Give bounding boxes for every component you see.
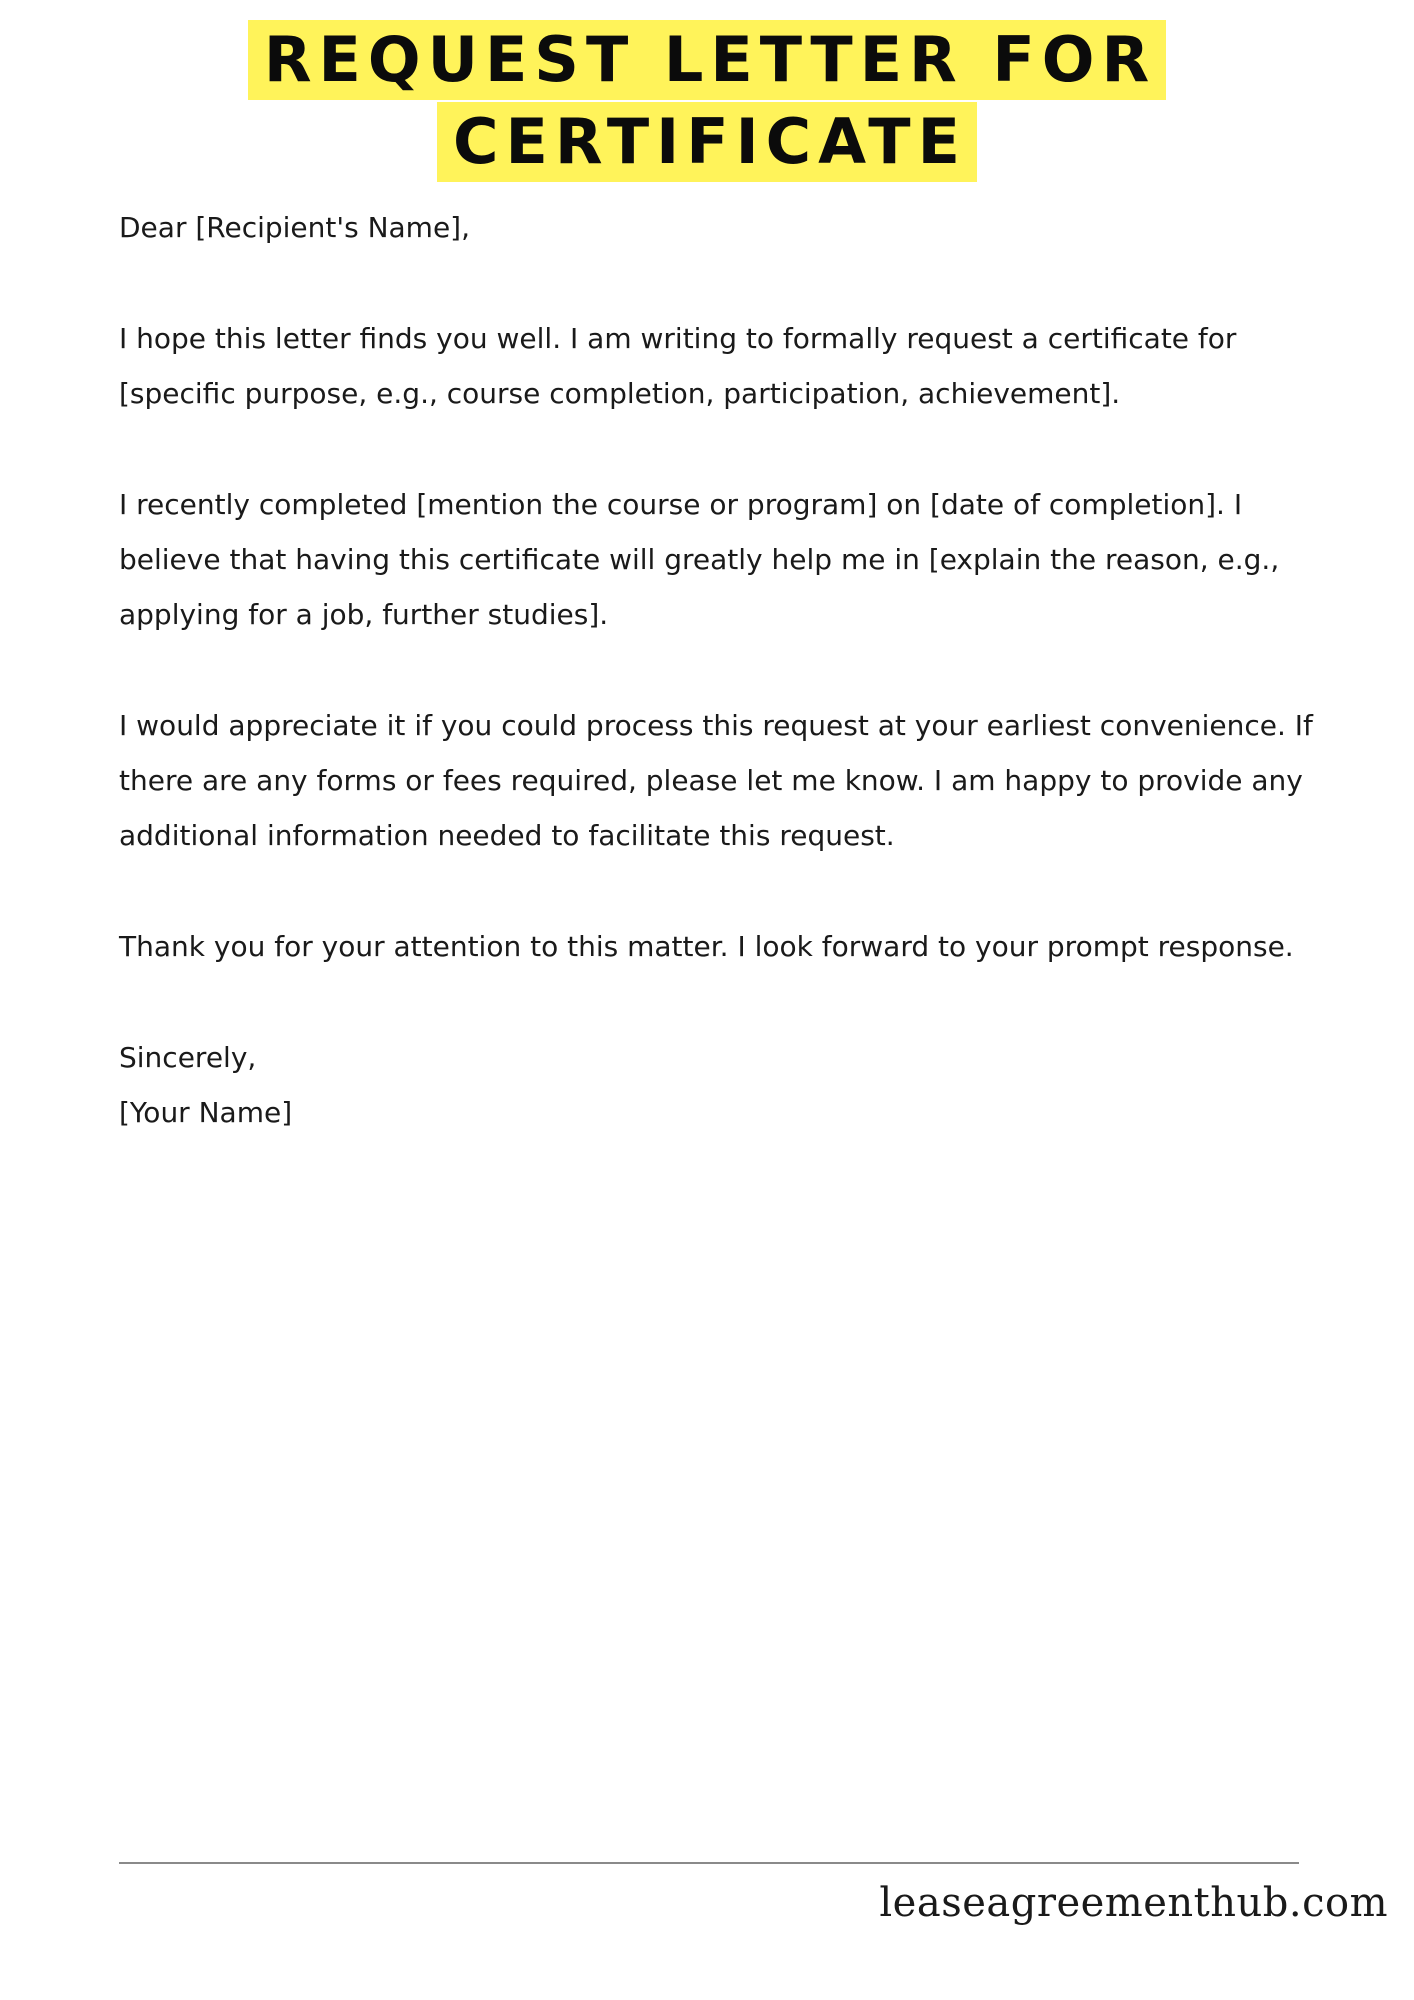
letter-body bbox=[119, 200, 1339, 1140]
title-line-1: REQUEST LETTER FOR bbox=[248, 20, 1166, 100]
footer-divider bbox=[119, 1862, 1299, 1864]
footer-brand: leaseagreementhub.com bbox=[879, 1880, 1388, 1926]
closing: Sincerely, bbox=[119, 1041, 257, 1074]
paragraph-request: I hope this letter finds you well. I am writing to formally request a certificate for [specific purpose, e.g., course completion, participation, achievement]. bbox=[119, 322, 1237, 410]
paragraph-processing: I would appreciate it if you could process this request at your earliest convenience. If there are any forms or fees required, please let me know. I am happy to provide any additional information needed to facilitate this request. bbox=[119, 709, 1313, 852]
salutation: Dear [Recipient's Name], bbox=[119, 211, 470, 244]
paragraph-completion: I recently completed [mention the course or program] on [date of completion]. I believe that having this certificate will greatly help me in [explain the reason, e.g., applying for a job, further studies]. bbox=[119, 488, 1280, 631]
paragraph-thanks: Thank you for your attention to this matter. I look forward to your prompt response. bbox=[119, 930, 1294, 963]
document-title bbox=[0, 20, 1414, 182]
title-line-2: CERTIFICATE bbox=[437, 102, 977, 182]
signature-placeholder: [Your Name] bbox=[119, 1096, 293, 1129]
